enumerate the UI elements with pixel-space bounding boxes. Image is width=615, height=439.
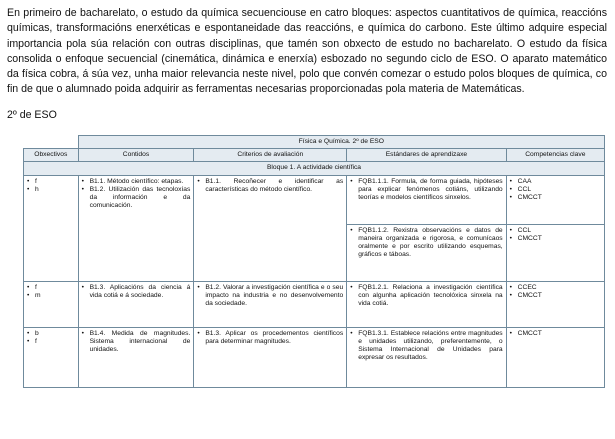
- col-header-competencias: Competencias clave: [506, 149, 604, 162]
- list-item: • B1.3. Aplicacións da ciencia á vida cotiá e á sociedade.: [82, 284, 191, 300]
- list-item: • CCEC: [510, 284, 601, 292]
- cell-contidos: [78, 175, 194, 281]
- list-item: • h: [27, 186, 75, 194]
- cell-estandares: [347, 327, 506, 387]
- cell-contidos: [78, 281, 194, 327]
- list-item: • CMCCT: [510, 194, 601, 202]
- list-item: • B1.2. Utilización das tecnoloxías da información e da comunicación.: [82, 186, 191, 211]
- list-item: • f: [27, 178, 75, 186]
- cell-obxectivos: [24, 281, 79, 327]
- list-item: • B1.1. Recoñecer e identificar as características do método científico.: [197, 178, 343, 194]
- cell-contidos: [78, 327, 194, 387]
- table-corner: [24, 136, 79, 149]
- col-header-obxectivos: Obxectivos: [24, 149, 79, 162]
- list-item: • FQB1.2.1. Relaciona a investigación científica con algunha aplicación tecnolóxica sinxela na vida cotiá.: [350, 284, 502, 309]
- table-title: Física e Química. 2º de ESO: [78, 136, 604, 149]
- cell-estandares: [347, 224, 506, 281]
- cell-criterios: [194, 281, 347, 327]
- cell-competencias: [506, 281, 604, 327]
- list-item: • b: [27, 330, 75, 338]
- list-item: • f: [27, 338, 75, 346]
- col-header-estandares: Estándares de aprendizaxe: [347, 149, 506, 162]
- list-item: • CCL: [510, 186, 601, 194]
- list-item: • CMCCT: [510, 292, 601, 300]
- cell-competencias: [506, 175, 604, 224]
- list-item: • CCL: [510, 227, 601, 235]
- list-item: • B1.4. Medida de magnitudes. Sistema internacional de unidades.: [82, 330, 191, 355]
- section-heading: 2º de ESO: [7, 109, 57, 121]
- cell-obxectivos: [24, 327, 79, 387]
- col-header-contidos: Contidos: [78, 149, 194, 162]
- intro-paragraph: En primeiro de bacharelato, o estudo da química secuenciouse en catro bloques: aspectos cuantitativos de química, reaccións químicas, transformacións enerxéticas e espontaneidade das reaccións, e química do carbono. Este último adquire especial importancia pola súa relación con outras disciplinas, que tamén son obxecto de estudo no bacharelato. O estudo da física consolida o enfoque secuencial (cinemática, dinámica e enerxía) esbozado no segundo ciclo de ESO. O aparato matemático da física cobra, á súa vez, unha maior relevancia neste nivel, polo que convén comezar o estudo polos bloques de química, co fin de que o alumnado poida adquirir as ferramentas necesarias proporcionadas pola materia de Matemáticas.: [7, 7, 607, 96]
- cell-estandares: [347, 175, 506, 224]
- list-item: • f: [27, 284, 75, 292]
- cell-estandares: [347, 281, 506, 327]
- cell-criterios: [194, 175, 347, 281]
- list-item: • B1.2. Valorar a investigación científica e o seu impacto na industria e no desenvolvemento da sociedade.: [197, 284, 343, 309]
- list-item: • B1.1. Método científico: etapas.: [82, 178, 191, 186]
- list-item: • CMCCT: [510, 330, 601, 338]
- curriculum-table: [23, 135, 605, 388]
- list-item: • m: [27, 292, 75, 300]
- list-item: • CMCCT: [510, 235, 601, 243]
- block-title: Bloque 1. A actividade científica: [24, 162, 605, 175]
- list-item: • FQB1.1.1. Formula, de forma guiada, hipóteses para explicar fenómenos cotiáns, utilizando teorías e modelos científicos sinxelos.: [350, 178, 502, 203]
- cell-competencias: [506, 224, 604, 281]
- cell-competencias: [506, 327, 604, 387]
- list-item: • B1.3. Aplicar os procedementos científicos para determinar magnitudes.: [197, 330, 343, 346]
- cell-criterios: [194, 327, 347, 387]
- col-header-criterios: Criterios de avaliación: [194, 149, 347, 162]
- list-item: • FQB1.1.2. Rexistra observacións e datos de maneira organizada e rigorosa, e comunícaos oralmente e por escrito utilizando esquemas, gráficos e táboas.: [350, 227, 502, 260]
- list-item: • FQB1.3.1. Establece relacións entre magnitudes e unidades utilizando, preferentemente, o Sistema Internacional de Unidades para expresar os resultados.: [350, 330, 502, 363]
- cell-obxectivos: [24, 175, 79, 281]
- list-item: • CAA: [510, 178, 601, 186]
